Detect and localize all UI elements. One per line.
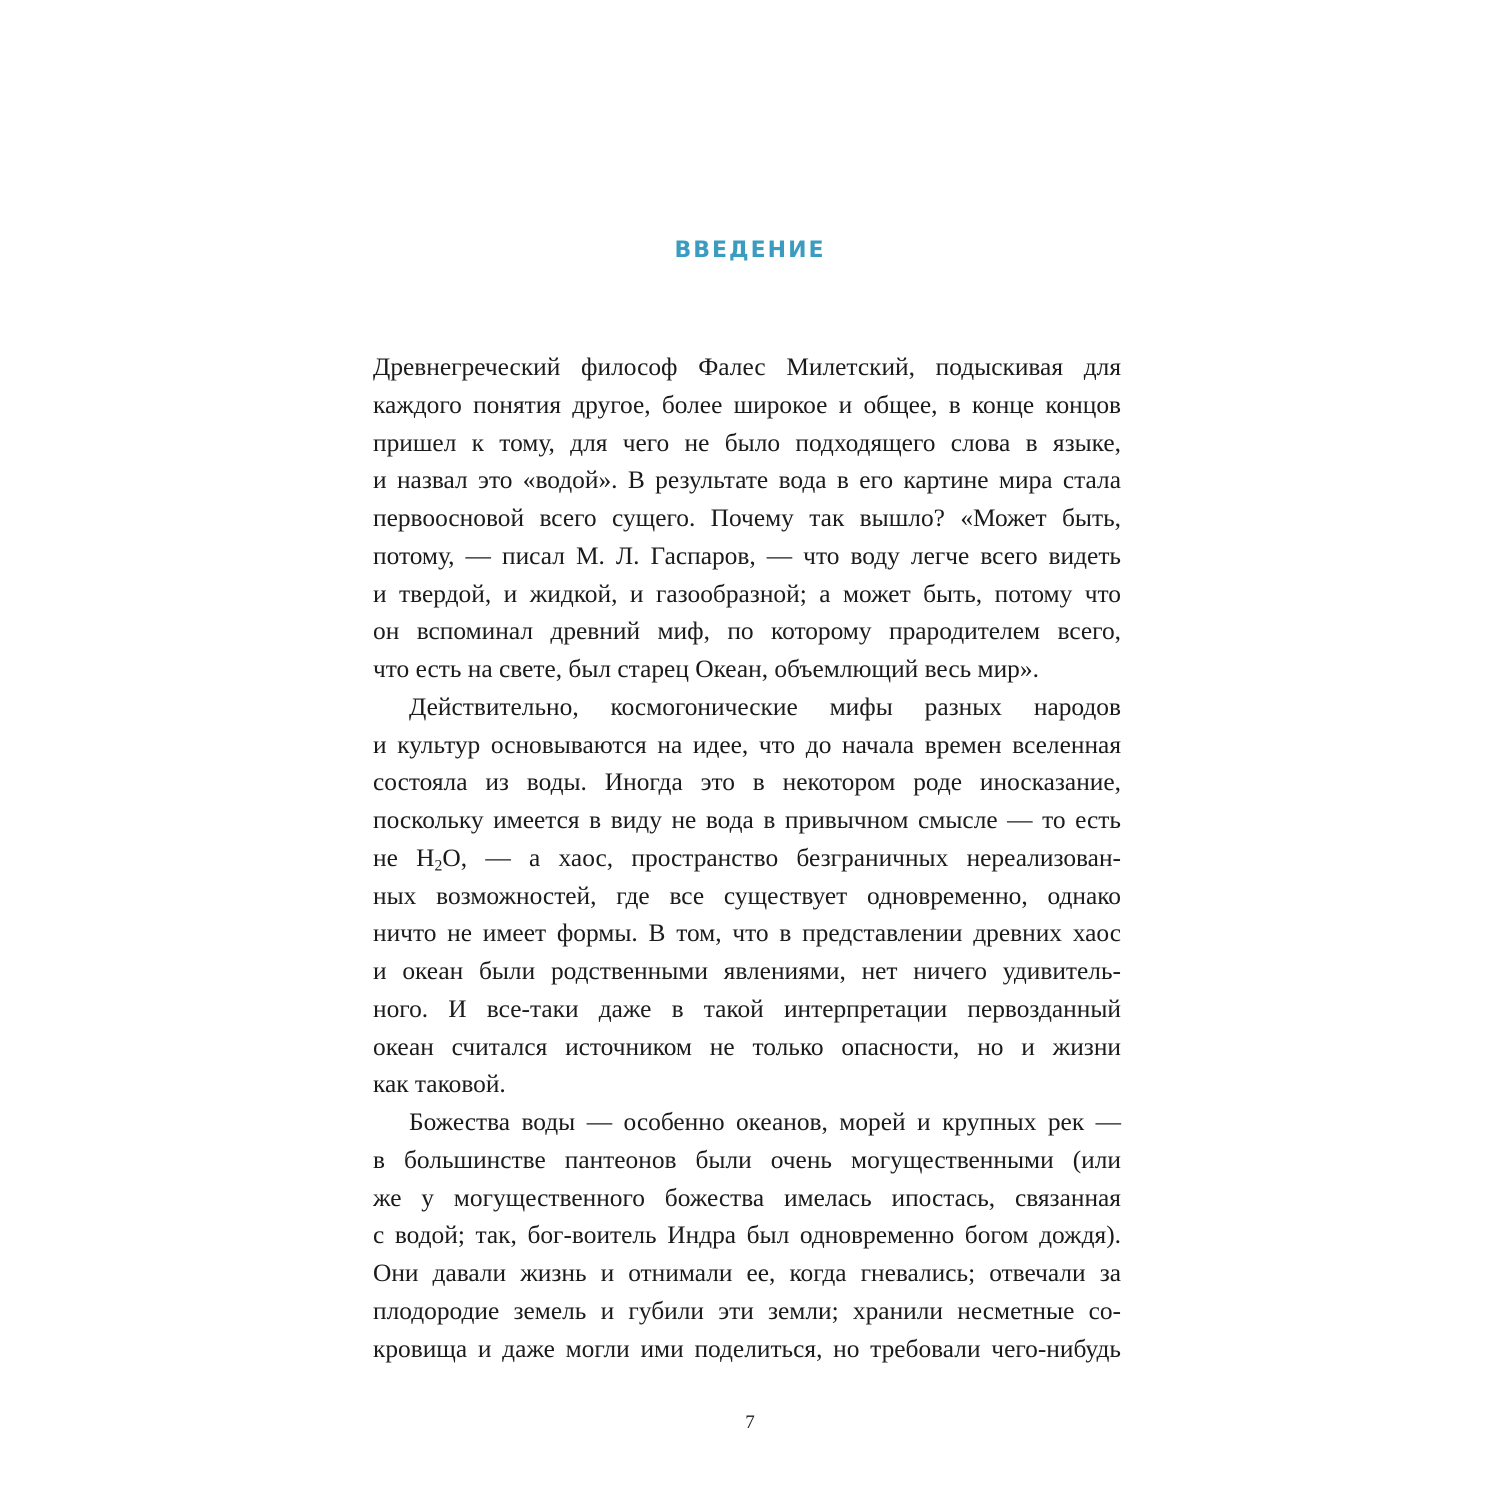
text-line: и культур основываются на идее, что до начала времен вселенная [373,730,1121,759]
text-fragment: О, — а хаос, пространство безграничных нереализован- [442,843,1121,872]
text-line: же у могущественного божества имелась ипостась, связанная [373,1183,1121,1212]
text-line: поскольку имеется в виду не вода в привычном смысле — то есть [373,806,1121,834]
paragraph [373,349,1121,689]
text-line: Они давали жизнь и отнимали ее, когда гневались; отвечали за [373,1259,1121,1287]
text-line: ного. И все-таки даже в такой интерпретации первозданный [373,994,1121,1023]
text-line: состояла из воды. Иногда это в некотором роде иносказание, [373,768,1121,797]
chapter-heading: ВВЕДЕНИЕ [674,238,826,263]
text-line: потому, — писал М. Л. Гаспаров, — что воду легче всего видеть [373,541,1121,570]
text-line: Древнегреческий философ Фалес Милетский, подыскивая для [373,353,1121,381]
text-fragment: не Н [373,843,435,872]
text-line: пришел к тому, для чего не было подходящего слова в языке, [373,428,1121,457]
body-text [373,349,1121,1368]
text-line [373,840,1121,878]
text-line: и назвал это «водой». В результате вода в его картине мира стала [373,466,1121,495]
text-line: океан считался источником не только опасности, но и жизни [373,1032,1121,1061]
text-line: с водой; так, бог-воитель Индра был одновременно богом дождя). [373,1221,1121,1250]
text-line: Действительно, космогонические мифы разных народов [409,692,1121,721]
text-line: каждого понятия другое, более широкое и общее, в конце концов [373,390,1121,419]
paragraph [373,1104,1121,1368]
text-line: первоосновой всего сущего. Почему так вышло? «Может быть, [373,504,1121,532]
text-line: ничто не имеет формы. В том, что в представлении древних хаос [373,919,1121,948]
text-line: Божества воды — особенно океанов, морей и крупных рек — [409,1108,1121,1136]
text-line: что есть на свете, был старец Океан, объемлющий весь мир». [373,655,1039,683]
text-line: он вспоминал древний миф, по которому прародителем всего, [373,617,1121,646]
text-line: и океан были родственными явлениями, нет ничего удивитель- [373,957,1121,985]
paragraph [373,689,1121,1104]
page-number: 7 [745,1412,755,1433]
text-line: в большинстве пантеонов были очень могущественными (или [373,1145,1121,1174]
text-line: как таковой. [373,1070,506,1099]
text-line: кровища и даже могли ими поделиться, но требовали чего-нибудь [373,1334,1121,1363]
subscript: 2 [434,857,443,875]
text-line: и твердой, и жидкой, и газообразной; а может быть, потому что [373,579,1121,608]
text-line: ных возможностей, где все существует одновременно, однако [373,881,1121,910]
text-line: плодородие земель и губили эти земли; хранили несметные со- [373,1296,1121,1325]
